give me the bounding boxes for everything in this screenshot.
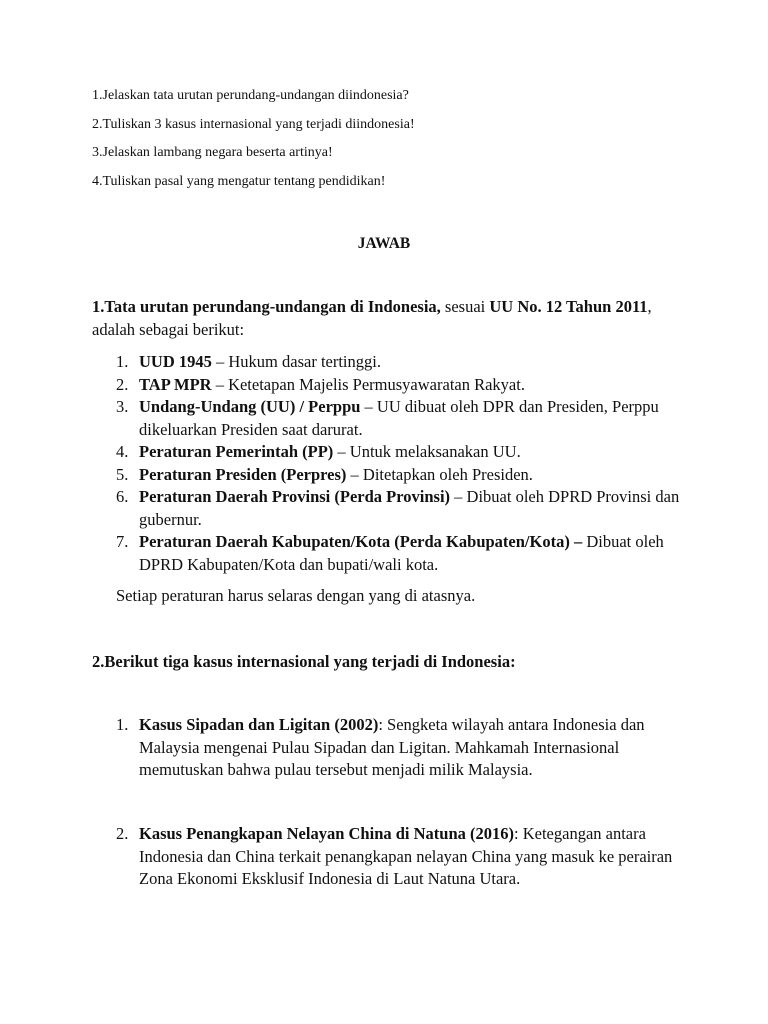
section2-heading: 2.Berikut tiga kasus internasional yang terjadi di Indonesia: [92,652,516,671]
list-item [92,396,692,441]
list-item-desc: – Dibuat oleh DPRD Provinsi dan gubernur. [139,487,680,529]
regulation-hierarchy-list [92,351,692,576]
list-item-desc: : Sengketa wilayah antara Indonesia dan Malaysia mengenai Pulau Sipadan dan Ligitan. Mahkamah Internasional memutuskan bahwa pulau tersebut menjadi milik Malaysia. [139,715,645,779]
list-item-desc: – Ditetapkan oleh Presiden. [346,464,533,484]
list-item [92,374,692,397]
list-item-term: Kasus Sipadan dan Ligitan (2002) [139,715,379,734]
list-item-desc: – Ketetapan Majelis Permusyawaratan Rakyat. [211,374,525,394]
list-item-desc: – Hukum dasar tertinggi. [211,352,381,371]
list-number: 6. [116,487,129,506]
international-cases-list [92,823,692,891]
list-item [92,351,692,374]
list-item-term: UUD 1945 [139,352,212,371]
list-number: 5. [116,464,129,484]
question-3: 3.Jelaskan lambang negara beserta artinya! [92,145,333,160]
section1-intro [92,295,692,341]
list-item-desc: – UU dibuat oleh DPR dan Presiden, Perppu dikeluarkan Presiden saat darurat. [139,397,659,439]
list-number: 3. [116,397,129,416]
list-number: 1. [116,715,129,734]
section1-note: Setiap peraturan harus selaras dengan yang di atasnya. [116,586,476,605]
question-2: 2.Tuliskan 3 kasus internasional yang terjadi diindonesia! [92,116,415,132]
international-cases-list [92,714,692,782]
question-1: 1.Jelaskan tata urutan perundang-undangan diindonesia? [92,88,409,103]
list-item-term: Undang-Undang (UU) / Perppu [139,397,361,416]
list-item-desc: – Untuk melaksanakan UU. [333,442,521,461]
section1-intro-end: , adalah sebagai berikut: [92,297,652,339]
list-item-term: Peraturan Presiden (Perpres) [139,464,347,484]
list-item-desc: : Ketegangan antara Indonesia dan China terkait penangkapan nelayan China yang masuk ke perairan Zona Ekonomi Eksklusif Indonesia di Laut Natuna Utara. [139,824,673,888]
section1-title: 1.Tata urutan perundang-undangan di Indonesia, [92,297,441,316]
question-4: 4.Tuliskan pasal yang mengatur tentang pendidikan! [92,173,386,189]
list-number: 1. [116,352,129,371]
list-item-term: Peraturan Daerah Kabupaten/Kota (Perda Kabupaten/Kota) – [139,532,583,551]
list-item-term: Peraturan Daerah Provinsi (Perda Provinsi) [139,487,451,506]
section1-law-reference: UU No. 12 Tahun 2011 [489,297,648,316]
list-item-desc: Dibuat oleh DPRD Kabupaten/Kota dan bupati/wali kota. [139,532,664,574]
list-number: 4. [116,442,129,461]
list-item-term: TAP MPR [139,374,212,394]
list-item [92,531,692,576]
list-item [92,441,692,464]
list-item [92,714,692,782]
question-list [92,87,712,201]
list-number: 2. [116,824,129,843]
list-item [92,486,692,531]
list-number: 2. [116,374,129,394]
list-item-term: Peraturan Pemerintah (PP) [139,442,334,461]
list-number: 7. [116,532,129,551]
list-item-term: Kasus Penangkapan Nelayan China di Natuna (2016) [139,824,515,843]
answer-heading: JAWAB [357,235,411,252]
list-item [92,823,692,891]
list-item [92,464,692,487]
section1-intro-mid: sesuai [440,297,490,316]
